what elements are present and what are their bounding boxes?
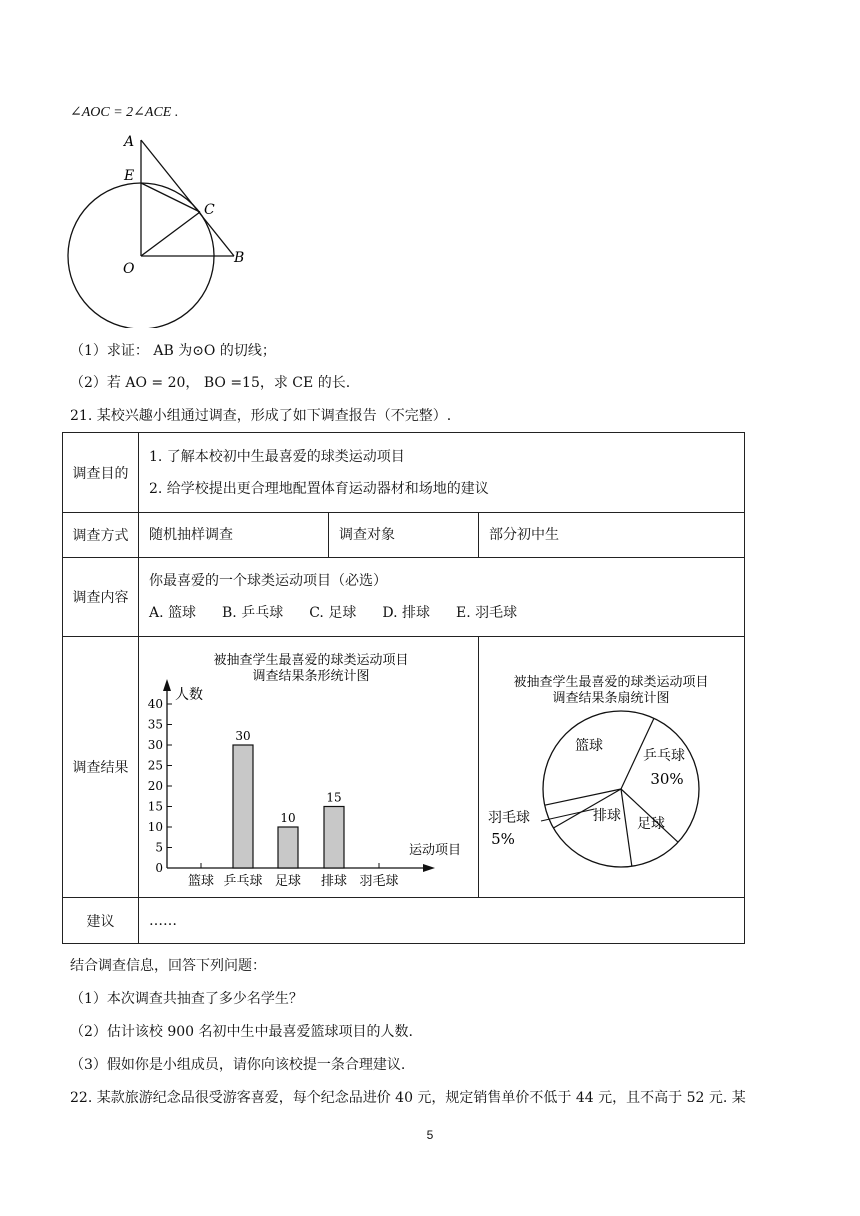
- object-label: 调查对象: [339, 527, 395, 543]
- problem-21-prompt: 结合调查信息，回答下列问题：: [70, 958, 266, 974]
- geometry-figure: [60, 128, 260, 328]
- content-cell: [139, 558, 745, 637]
- pie-percent-pingpong: 30%: [650, 769, 684, 788]
- suggest-value: ……: [149, 912, 177, 929]
- content-question: 你最喜爱的一个球类运动项目（必选）: [149, 573, 387, 589]
- object-value: 部分初中生: [489, 527, 559, 543]
- pie-label-football: 足球: [637, 815, 665, 832]
- problem-21-question-3: （3）假如你是小组成员，请你向该校提一条合理建议.: [70, 1057, 406, 1073]
- row-method: [63, 513, 745, 558]
- x-tick-label: 排球: [320, 873, 348, 889]
- label-b: B: [234, 250, 245, 266]
- y-tick-label: 35: [147, 717, 163, 731]
- y-axis-label: 人数: [175, 686, 203, 703]
- label-e: E: [124, 168, 135, 184]
- y-axis-arrow: [163, 679, 171, 691]
- bar-value-label: 10: [280, 810, 296, 825]
- bar-chart-cell: [139, 637, 479, 898]
- problem-22-text: 22. 某款旅游纪念品很受游客喜爱，每个纪念品进价 40 元，规定销售单价不低于 44 元，且不高于 52 元. 某: [70, 1090, 746, 1106]
- bar-chart: [139, 638, 479, 897]
- segment-oc: [141, 212, 200, 256]
- pie-percent-badminton: 5%: [491, 829, 515, 848]
- y-tick-label: 30: [147, 737, 163, 752]
- problem-21-intro: 21. 某校兴趣小组通过调查，形成了如下调查报告（不完整）.: [70, 408, 452, 424]
- angle-condition: ∠AOC = 2∠ACE .: [70, 105, 179, 120]
- object-value-cell: [479, 513, 745, 558]
- x-tick-label: 羽毛球: [359, 873, 399, 889]
- y-tick-label: 5: [155, 840, 163, 854]
- purpose-label: 调查目的: [63, 433, 139, 513]
- object-label-cell: [329, 513, 479, 558]
- option-b: B. 乒乓球: [222, 605, 284, 621]
- y-tick-label: 25: [147, 758, 163, 772]
- label-a: A: [124, 134, 135, 150]
- x-axis-arrow: [423, 864, 435, 872]
- bar-chart-title: 被抽查学生最喜爱的球类运动项目: [213, 652, 409, 668]
- survey-report-table: [62, 432, 745, 944]
- bar-chart-subtitle: 调查结果条形统计图: [252, 668, 370, 684]
- pie-label-pingpong: 乒乓球: [643, 747, 685, 764]
- problem-21-question-1: （1）本次调查共抽查了多少名学生？: [70, 991, 303, 1007]
- purpose-item-2: 2. 给学校提出更合理地配置体育运动器材和场地的建议: [149, 480, 489, 497]
- segment-ab: [141, 140, 234, 256]
- geometry-question-1: （1）求证： AB 为⊙O 的切线；: [70, 343, 276, 359]
- bar: [324, 806, 344, 868]
- option-c: C. 足球: [309, 605, 357, 621]
- y-tick-label: 40: [147, 696, 163, 711]
- y-tick-label: 15: [147, 799, 163, 813]
- geometry-question-2: （2）若 AO = 20， BO =15，求 CE 的长.: [70, 375, 351, 391]
- method-label: 调查方式: [63, 513, 139, 558]
- x-tick-label: 足球: [274, 873, 302, 889]
- pie-label-basketball: 篮球: [575, 737, 603, 754]
- pie-chart-title: 被抽查学生最喜爱的球类运动项目: [513, 674, 709, 690]
- option-a: A. 篮球: [149, 605, 197, 621]
- bar-value-label: 30: [235, 728, 251, 743]
- bar-value-label: 15: [326, 790, 342, 804]
- page-number: 5: [426, 1128, 434, 1142]
- pie-chart-cell: [479, 637, 745, 898]
- pie-label-volleyball: 排球: [593, 807, 621, 824]
- x-tick-label: 乒乓球: [223, 873, 263, 889]
- x-tick-label: 篮球: [187, 873, 215, 889]
- option-e: E. 羽毛球: [455, 605, 518, 621]
- purpose-item-1: 1. 了解本校初中生最喜爱的球类运动项目: [149, 448, 405, 465]
- pie-chart: [479, 638, 743, 897]
- label-c: C: [204, 202, 215, 218]
- method-value-cell: [139, 513, 329, 558]
- y-tick-label: 0: [155, 860, 163, 875]
- suggest-cell: [139, 898, 745, 944]
- problem-21-question-2: （2）估计该校 900 名初中生中最喜爱篮球项目的人数.: [70, 1024, 413, 1040]
- bar: [233, 745, 253, 868]
- pie-chart-subtitle: 调查结果条扇统计图: [552, 690, 670, 706]
- suggest-label: 建议: [63, 898, 139, 944]
- content-label: 调查内容: [63, 558, 139, 637]
- row-purpose: [63, 433, 745, 513]
- y-tick-label: 10: [147, 819, 163, 834]
- bar: [278, 827, 298, 868]
- row-results: [63, 637, 745, 898]
- y-tick-label: 20: [147, 778, 163, 793]
- label-o: O: [123, 261, 135, 277]
- segment-ec: [141, 183, 200, 212]
- method-value: 随机抽样调查: [149, 527, 233, 543]
- pie-label-badminton: 羽毛球: [488, 809, 530, 826]
- x-axis-label: 运动项目: [409, 842, 462, 858]
- purpose-cell: [139, 433, 745, 513]
- result-label: 调查结果: [63, 637, 139, 898]
- row-content: [63, 558, 745, 637]
- option-d: D. 排球: [382, 605, 430, 621]
- content-options: [139, 597, 744, 629]
- row-suggestion: [63, 898, 745, 944]
